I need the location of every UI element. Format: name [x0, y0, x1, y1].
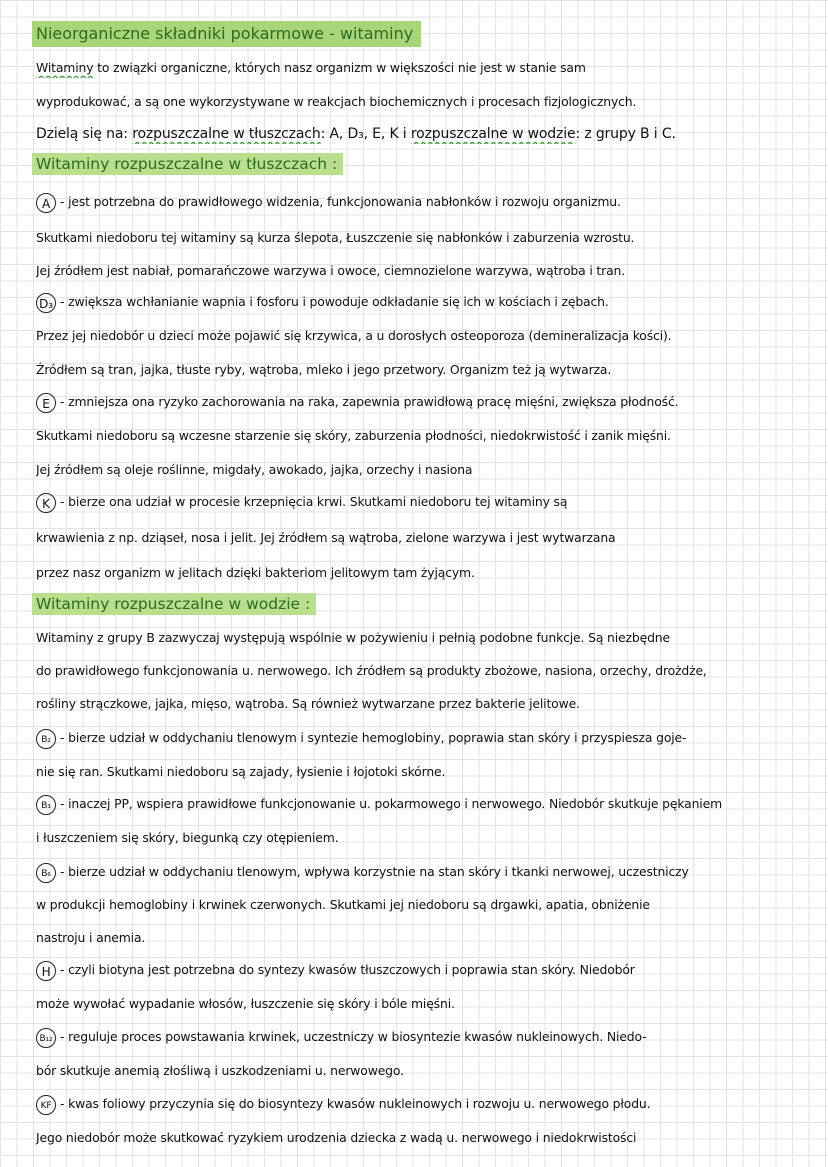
intro-line-3: Dzielą się na: rozpuszczalne w tłuszczach: A, D₃, E, K i rozpuszczalne w wodzie: z grupy B i C.: [36, 126, 676, 142]
vitamin-badge-b3: B₃: [36, 795, 56, 815]
vitamin-b6-line-1: B₆ - bierze udział w oddychaniu tlenowym, wpływa korzystnie na stan skóry i tkanki nerwowej, uczestniczy: [36, 862, 810, 883]
folic-acid-line-1: KF - kwas foliowy przyczynia się do biosyntezy kwasów nukleinowych i rozwoju u. nerwowego płodu.: [36, 1094, 810, 1115]
vitamin-a-line-1: A - jest potrzebna do prawidłowego widzenia, funkcjonowania nabłonków i rozwoju organizmu.: [36, 192, 810, 213]
vitamin-b3-line-1: B₃ - inaczej PP, wspiera prawidłowe funkcjonowanie u. pokarmowego i nerwowego. Niedobór skutkuje pękaniem: [36, 794, 810, 815]
vitamin-badge-h: H: [36, 961, 56, 981]
vitamin-b6-line-3: nastroju i anemia.: [36, 930, 146, 945]
vitamin-k-line-1: K - bierze ona udział w procesie krzepnięcia krwi. Skutkami niedoboru tej witaminy są: [36, 492, 810, 513]
vitamin-badge-b2: B₂: [36, 729, 56, 749]
section-heading-fat: Witaminy rozpuszczalne w tłuszczach :: [32, 153, 343, 175]
vitamin-b2-line-1: B₂ - bierze udział w oddychaniu tlenowym i syntezie hemoglobiny, poprawia stan skóry i przyspiesza goje-: [36, 728, 810, 749]
vitamin-badge-k: K: [36, 493, 56, 513]
folic-acid-line-2: Jego niedobór może skutkować ryzykiem urodzenia dziecka z wadą u. nerwowego i niedokrwistości: [36, 1130, 637, 1145]
b-group-intro-line-1: Witaminy z grupy B zazwyczaj występują wspólnie w pożywieniu i pełnią podobne funkcje. Są niezbędne: [36, 630, 670, 645]
vitamin-badge-d3: D₃: [36, 293, 56, 313]
vitamin-b3-line-2: i łuszczeniem się skóry, biegunką czy otępieniem.: [36, 830, 339, 845]
vitamin-k-line-2: krwawienia z np. dziąseł, nosa i jelit. Jej źródłem są wątroba, zielone warzywa i jest wytwarzana: [36, 530, 616, 545]
b-group-intro-line-3: rośliny strączkowe, jajka, mięso, wątroba. Są również wytwarzane przez bakterie jelitowe.: [36, 696, 580, 711]
vitamin-d3-line-3: Źródłem są tran, jajka, tłuste ryby, wątroba, mleko i jego przetwory. Organizm też ją wytwarza.: [36, 362, 612, 377]
b-group-intro-line-2: do prawidłowego funkcjonowania u. nerwowego. Ich źródłem są produkty zbożowe, nasiona, orzechy, drożdże,: [36, 663, 707, 678]
vitamin-d3-line-1: D₃ - zwiększa wchłanianie wapnia i fosforu i powoduje odkładanie się ich w kościach i zębach.: [36, 292, 810, 313]
keyword-witaminy: Witaminy: [36, 60, 94, 75]
vitamin-h-line-2: może wywołać wypadanie włosów, łuszczenie się skóry i bóle mięśni.: [36, 996, 455, 1011]
vitamin-b12-line-1: B₁₂ - reguluje proces powstawania krwinek, uczestniczy w biosyntezie kwasów nukleinowych. Niedo-: [36, 1027, 810, 1048]
vitamin-badge-b6: B₆: [36, 863, 56, 883]
fat-soluble-term: rozpuszczalne w tłuszczach: [132, 126, 321, 142]
vitamin-b12-line-2: bór skutkuje anemią złośliwą i uszkodzeniami u. nerwowego.: [36, 1063, 404, 1078]
vitamin-badge-e: E: [36, 393, 56, 413]
intro-line-2: wyprodukować, a są one wykorzystywane w reakcjach biochemicznych i procesach fizjologicznych.: [36, 94, 637, 109]
vitamin-badge-kf: KF: [36, 1095, 56, 1115]
vitamin-a-line-3: Jej źródłem jest nabiał, pomarańczowe warzywa i owoce, ciemnozielone warzywa, wątroba i tran.: [36, 263, 626, 278]
vitamin-badge-a: A: [36, 193, 56, 213]
section-heading-water: Witaminy rozpuszczalne w wodzie :: [32, 593, 316, 615]
water-soluble-term: rozpuszczalne w wodzie: [410, 126, 576, 142]
vitamin-h-line-1: H - czyli biotyna jest potrzebna do syntezy kwasów tłuszczowych i poprawia stan skóry. Niedobór: [36, 960, 810, 981]
vitamin-b2-line-2: nie się ran. Skutkami niedoboru są zajady, łysienie i łojotoki skórne.: [36, 764, 446, 779]
vitamin-a-line-2: Skutkami niedoboru tej witaminy są kurza ślepota, Łuszczenie się nabłonków i zaburzenia wzrostu.: [36, 230, 635, 245]
vitamin-b6-line-2: w produkcji hemoglobiny i krwinek czerwonych. Skutkami jej niedoboru są drgawki, apatia, obniżenie: [36, 897, 650, 912]
intro-line-1: Witaminy to związki organiczne, których nasz organizm w większości nie jest w stanie sam: [36, 60, 586, 75]
page-title: Nieorganiczne składniki pokarmowe - witaminy: [32, 21, 421, 47]
vitamin-e-line-1: E - zmniejsza ona ryzyko zachorowania na raka, zapewnia prawidłową pracę mięśni, zwiększa płodność.: [36, 392, 810, 413]
vitamin-k-line-3: przez nasz organizm w jelitach dzięki bakteriom jelitowym tam żyjącym.: [36, 565, 475, 580]
vitamin-badge-b12: B₁₂: [36, 1028, 56, 1048]
vitamin-e-line-3: Jej źródłem są oleje roślinne, migdały, awokado, jajka, orzechy i nasiona: [36, 462, 473, 477]
vitamin-e-line-2: Skutkami niedoboru są wczesne starzenie się skóry, zaburzenia płodności, niedokrwistość i zanik mięśni.: [36, 428, 671, 443]
vitamin-d3-line-2: Przez jej niedobór u dzieci może pojawić się krzywica, a u dorosłych osteoporoza (demineralizacja kości).: [36, 328, 672, 343]
